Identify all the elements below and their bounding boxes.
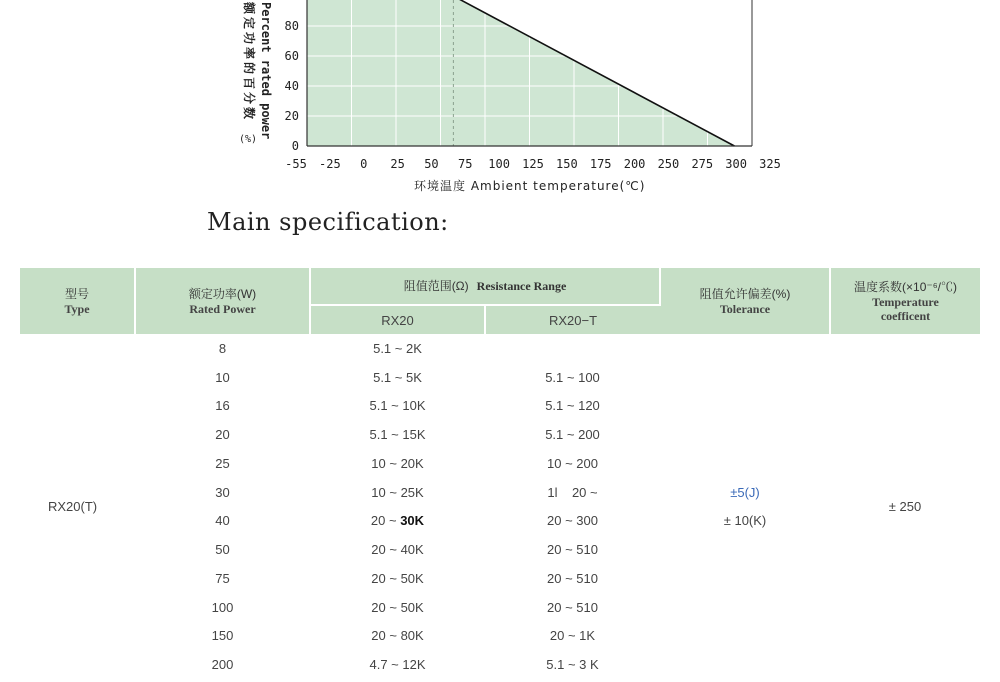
rx20t-cell: 20 ~ 510 bbox=[547, 570, 598, 586]
x-tick-label: 75 bbox=[458, 157, 473, 171]
header-row bbox=[20, 268, 980, 305]
rx20t-cell: 5.1 ~ 100 bbox=[545, 369, 600, 385]
x-tick-label: 150 bbox=[556, 157, 578, 171]
rx20-cell: 20 ~ 50K bbox=[371, 599, 424, 615]
rx20-cell: 4.7 ~ 12K bbox=[369, 657, 426, 673]
rx20-cell: 10 ~ 20K bbox=[371, 455, 424, 471]
x-tick-label: 25 bbox=[390, 157, 405, 171]
power-header-en: Rated Power bbox=[189, 301, 256, 316]
rx20-cell: 5.1 ~ 15K bbox=[369, 427, 426, 443]
range-header-en: Resistance Range bbox=[476, 279, 567, 293]
x-tick-label: 175 bbox=[589, 157, 612, 171]
rx20t-cell bbox=[485, 334, 660, 363]
x-tick-label: 50 bbox=[424, 157, 439, 171]
rx20t-cell: 5.1 ~ 3 K bbox=[546, 657, 599, 673]
y-tick-label: 0 bbox=[291, 139, 299, 153]
rx20-cell: 20 ~ 50K bbox=[371, 570, 424, 586]
temp-header-en-1: Temperature bbox=[872, 294, 939, 309]
type-header-cn: 型号 bbox=[64, 286, 89, 301]
rx20-cell: 20 ~ 80K bbox=[371, 628, 424, 644]
power-cell: 25 bbox=[215, 455, 230, 471]
rx20-header: RX20 bbox=[310, 305, 485, 334]
power-cell: 150 bbox=[211, 628, 234, 644]
type-cell: RX20(T) bbox=[48, 499, 98, 514]
y-axis-label-english: Percent rated power bbox=[259, 2, 273, 140]
tolerance-cell bbox=[660, 334, 830, 679]
rx20-cell: 20 ~ 40K bbox=[371, 542, 424, 558]
rx20t-cell: 10 ~ 200 bbox=[547, 455, 598, 471]
tolerance-header bbox=[660, 268, 830, 334]
tolerance-5: ±5(J) bbox=[730, 484, 760, 500]
power-cell: 20 bbox=[215, 427, 230, 443]
table-row bbox=[20, 334, 980, 363]
type-header-en: Type bbox=[64, 301, 90, 316]
y-axis-unit: (%) bbox=[239, 134, 258, 145]
power-cell: 30 bbox=[215, 484, 230, 500]
temp-header-cn: 温度系数(×10⁻⁶/℃) bbox=[854, 279, 957, 294]
rx20t-cell: 5.1 ~ 200 bbox=[545, 427, 600, 443]
y-tick-label: 60 bbox=[284, 49, 299, 63]
y-tick-label: 40 bbox=[284, 79, 299, 93]
rx20-cell: 5.1 ~ 5K bbox=[373, 369, 422, 385]
x-tick-label: 200 bbox=[623, 157, 646, 171]
temp-coeff-cell: ± 250 bbox=[888, 499, 922, 514]
temp-header-en-2: coefficent bbox=[880, 308, 931, 323]
power-cell: 75 bbox=[215, 570, 230, 586]
y-tick-label: 80 bbox=[284, 19, 299, 33]
power-cell: 40 bbox=[215, 513, 230, 529]
power-cell: 50 bbox=[215, 542, 230, 558]
power-cell: 8 bbox=[218, 340, 227, 356]
x-tick-label: 250 bbox=[657, 157, 680, 171]
rx20t-cell: 20 ~ 1K bbox=[549, 628, 596, 644]
rx20-value-start: 20 ~ bbox=[370, 513, 401, 529]
specification-title: Main specification: bbox=[207, 208, 449, 236]
specification-table bbox=[20, 268, 980, 679]
rx20t-header: RX20−T bbox=[485, 305, 660, 334]
power-cell: 200 bbox=[211, 657, 234, 673]
rx20t-cell: 1l 20 ~ bbox=[547, 484, 598, 500]
tolerance-header-cn: 阻值允许偏差(%) bbox=[699, 286, 791, 301]
power-cell: 100 bbox=[211, 599, 234, 615]
x-tick-label: -25 bbox=[319, 157, 341, 171]
y-tick-label: 20 bbox=[284, 109, 299, 123]
x-axis-label: 环境温度 Ambient temperature(℃) bbox=[414, 179, 646, 193]
rx20-cell: 5.1 ~ 10K bbox=[369, 398, 426, 414]
rx20-cell bbox=[310, 507, 485, 536]
rx20t-cell: 20 ~ 510 bbox=[547, 599, 598, 615]
rx20t-cell: 20 ~ 300 bbox=[547, 513, 598, 529]
x-tick-label: 100 bbox=[488, 157, 510, 171]
x-tick-label: 125 bbox=[522, 157, 544, 171]
type-header bbox=[20, 268, 135, 334]
rx20-value-end: 30K bbox=[400, 513, 425, 529]
x-tick-label: 325 bbox=[759, 157, 781, 171]
tolerance-10: ± 10(K) bbox=[723, 512, 767, 528]
plot-area bbox=[307, 0, 752, 146]
rx20t-cell: 5.1 ~ 120 bbox=[545, 398, 600, 414]
rx20-cell: 10 ~ 25K bbox=[371, 484, 424, 500]
range-header-cn: 阻值范围(Ω) bbox=[403, 279, 469, 293]
derating-chart bbox=[0, 0, 1000, 200]
power-header-cn: 额定功率(W) bbox=[188, 286, 257, 301]
power-cell: 10 bbox=[215, 369, 230, 385]
x-tick-label: 275 bbox=[691, 157, 714, 171]
y-axis-label-chinese: 额定功率的百分数 bbox=[242, 2, 256, 123]
x-tick-label: -55 bbox=[285, 157, 307, 171]
temp-coeff-header bbox=[830, 268, 980, 334]
resistance-range-header bbox=[310, 268, 660, 305]
rx20-cell: 5.1 ~ 2K bbox=[373, 340, 422, 356]
power-header bbox=[135, 268, 310, 334]
power-cell: 16 bbox=[215, 398, 230, 414]
tolerance-header-en: Tolerance bbox=[719, 301, 771, 316]
rx20t-cell: 20 ~ 510 bbox=[547, 542, 598, 558]
x-tick-label: 0 bbox=[360, 157, 368, 171]
x-tick-label: 300 bbox=[725, 157, 747, 171]
